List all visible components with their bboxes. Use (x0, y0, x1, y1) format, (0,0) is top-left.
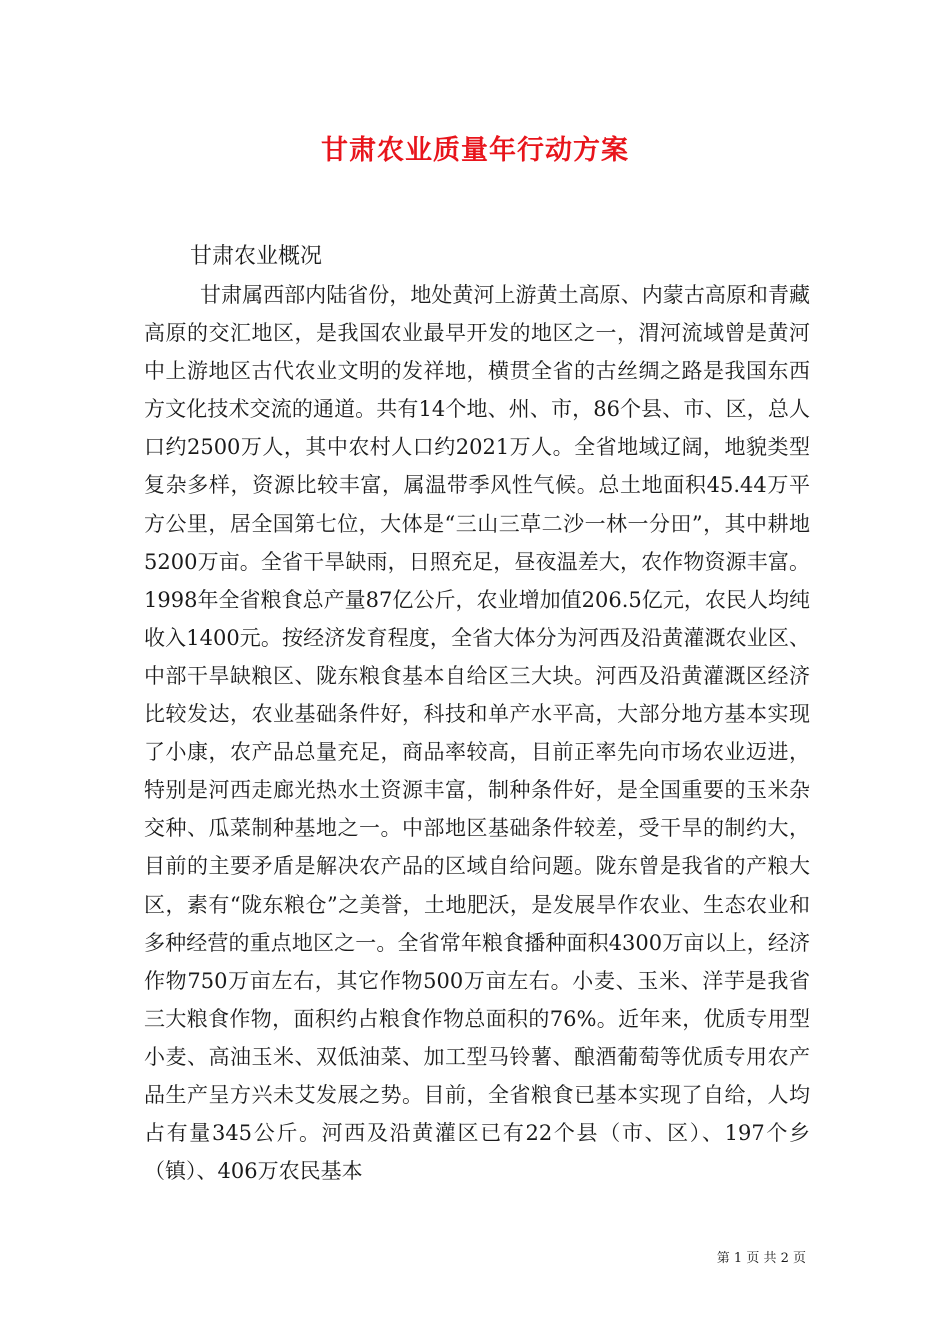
page-number: 第 1 页 共 2 页 (716, 1251, 806, 1266)
section-heading: 甘肃农业概况 (190, 244, 323, 269)
body-paragraph: 甘肃属西部内陆省份，地处黄河上游黄土高原、内蒙古高原和青藏高原的交汇地区，是我国农业最早开发的地区之一，渭河流域曾是黄河中上游地区古代农业文明的发祥地，横贯全省的古丝绸之路是我国东西方文化技术交流的通道。共有14个地、州、市，86个县、市、区，总人口约2500万人，其中农村人口约2021万人。全省地域辽阔，地貌类型复杂多样，资源比较丰富，属温带季风性气候。总土地面积45.44万平方公里，居全国第七位，大体是“三山三草二沙一林一分田”，其中耕地5200万亩。全省干旱缺雨，日照充足，昼夜温差大，农作物资源丰富。1998年全省粮食总产量87亿公斤，农业增加值206.5亿元，农民人均纯收入1400元。按经济发育程度，全省大体分为河西及沿黄灌溉农业区、中部干旱缺粮区、陇东粮食基本自给区三大块。河西及沿黄灌溉区经济比较发达，农业基础条件好，科技和单产水平高，大部分地方基本实现了小康，农产品总量充足，商品率较高，目前正率先向市场农业迈进，特别是河西走廊光热水土资源丰富，制种条件好，是全国重要的玉米杂交种、瓜菜制种基地之一。中部地区基础条件较差，受干旱的制约大，目前的主要矛盾是解决农产品的区域自给问题。陇东曾是我省的产粮大区，素有“陇东粮仓”之美誉，土地肥沃，是发展旱作农业、生态农业和多种经营的重点地区之一。全省常年粮食播种面积4300万亩以上，经济作物750万亩左右，其它作物500万亩左右。小麦、玉米、洋芋是我省三大粮食作物，面积约占粮食作物总面积的76%。近年来，优质专用型小麦、高油玉米、双低油菜、加工型马铃薯、酿酒葡萄等优质专用农产品生产呈方兴未艾发展之势。目前，全省粮食已基本实现了自给，人均占有量345公斤。河西及沿黄灌区已有22个县（市、区）、197个乡（镇）、406万农民基本 (144, 283, 810, 1184)
document-title: 甘肃农业质量年行动方案 (321, 135, 629, 166)
